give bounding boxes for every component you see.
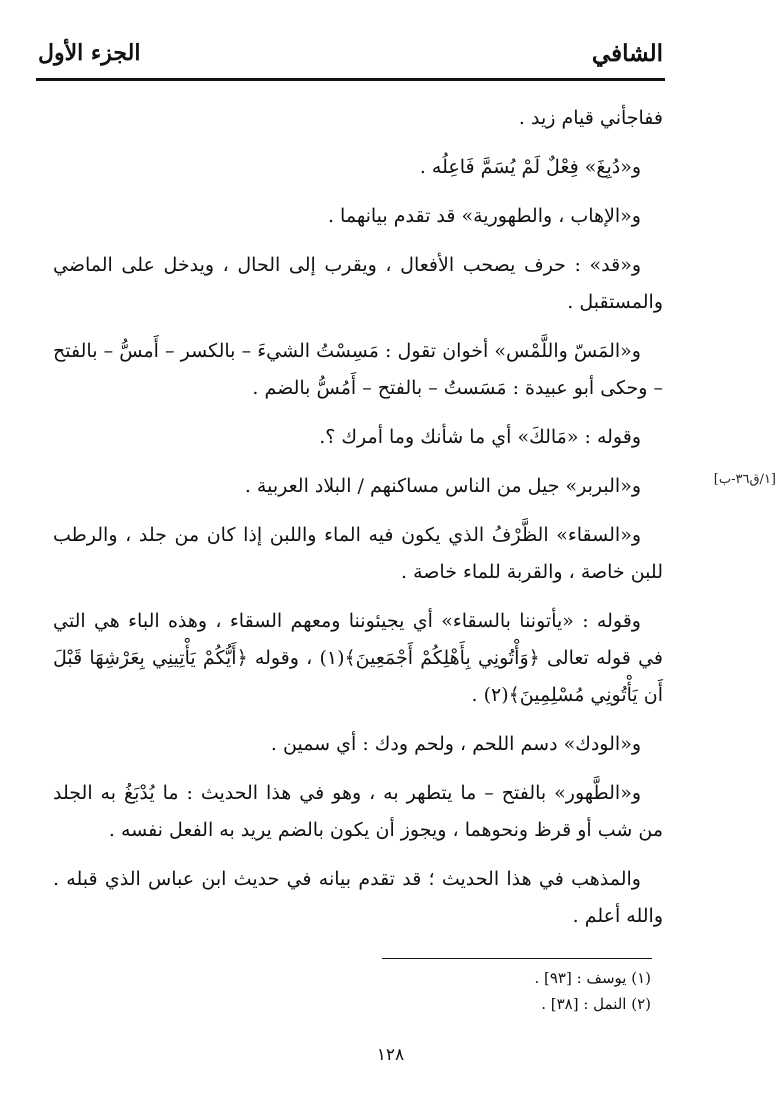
margin-note: [١/ق٣٦-ب] <box>713 472 776 487</box>
paragraph: و«دُبِغَ» فِعْلٌ لَمْ يُسَمَّ فَاعِلُه . <box>419 156 641 178</box>
paragraph: و«الودك» دسم اللحم ، ولحم ودك : أي سمين . <box>270 733 641 755</box>
footnote-rule <box>382 958 652 959</box>
footnotes <box>534 965 651 1017</box>
paragraph: وقوله : «يأتوننا بالسقاء» أي يجيئوننا ومعهم السقاء ، وهذه الباء هي التي في قوله تعالى ﴿وَأْتُونِي بِأَهْلِكُمْ أَجْمَعِينَ﴾(١) ، وقوله ﴿أَيُّكُمْ يَأْتِينِي بِعَرْشِهَا قَبْلَ أَن يَأْتُونِي مُسْلِمِينَ﴾(٢) . <box>53 610 663 706</box>
paragraph: و«السقاء» الظَّرْفُ الذي يكون فيه الماء واللبن إذا كان من جلد ، والرطب للبن خاصة ، والقربة للماء خاصة . <box>53 524 663 583</box>
paragraph: و«الإهاب ، والطهورية» قد تقدم بيانهما . <box>327 205 641 227</box>
paragraph: و«الطَّهور» بالفتح – ما يتطهر به ، وهو في هذا الحديث : ما يُدْبَغُ به الجلد من شب أو قرظ ونحوهما ، ويجوز أن يكون بالضم يريد به الفعل نفسه . <box>53 782 663 841</box>
paragraph: وقوله : «مَالكَ» أي ما شأنك وما أمرك ؟. <box>319 426 641 448</box>
volume-label: الجزء الأول <box>38 40 141 66</box>
paragraph: والمذهب في هذا الحديث ؛ قد تقدم بيانه في حديث ابن عباس الذي قبله . والله أعلم . <box>53 868 663 927</box>
paragraph: و«قد» : حرف يصحب الأفعال ، ويقرب إلى الحال ، ويدخل على الماضي والمستقبل . <box>53 254 663 313</box>
book-title: الشافي <box>591 40 663 67</box>
paragraph: ففاجأني قيام زيد . <box>518 107 663 129</box>
paragraph: و«المَسّ واللَّمْس» أخوان تقول : مَسِسْتُ الشيءَ – بالكسر – أَمسُّ – بالفتح – وحكى أبو عبيدة : مَسَستُ – بالفتح – أَمُسُّ بالضم . <box>53 340 663 399</box>
footnote: (١) يوسف : [٩٣] . <box>534 969 651 987</box>
paragraph: و«البربر» جيل من الناس مساكنهم / البلاد العربية . <box>244 475 641 497</box>
page-header <box>38 38 663 72</box>
footnote: (٢) النمل : [٣٨] . <box>541 995 651 1013</box>
body-text <box>53 100 663 947</box>
header-rule <box>36 78 665 81</box>
page-number: ١٢٨ <box>376 1045 405 1065</box>
